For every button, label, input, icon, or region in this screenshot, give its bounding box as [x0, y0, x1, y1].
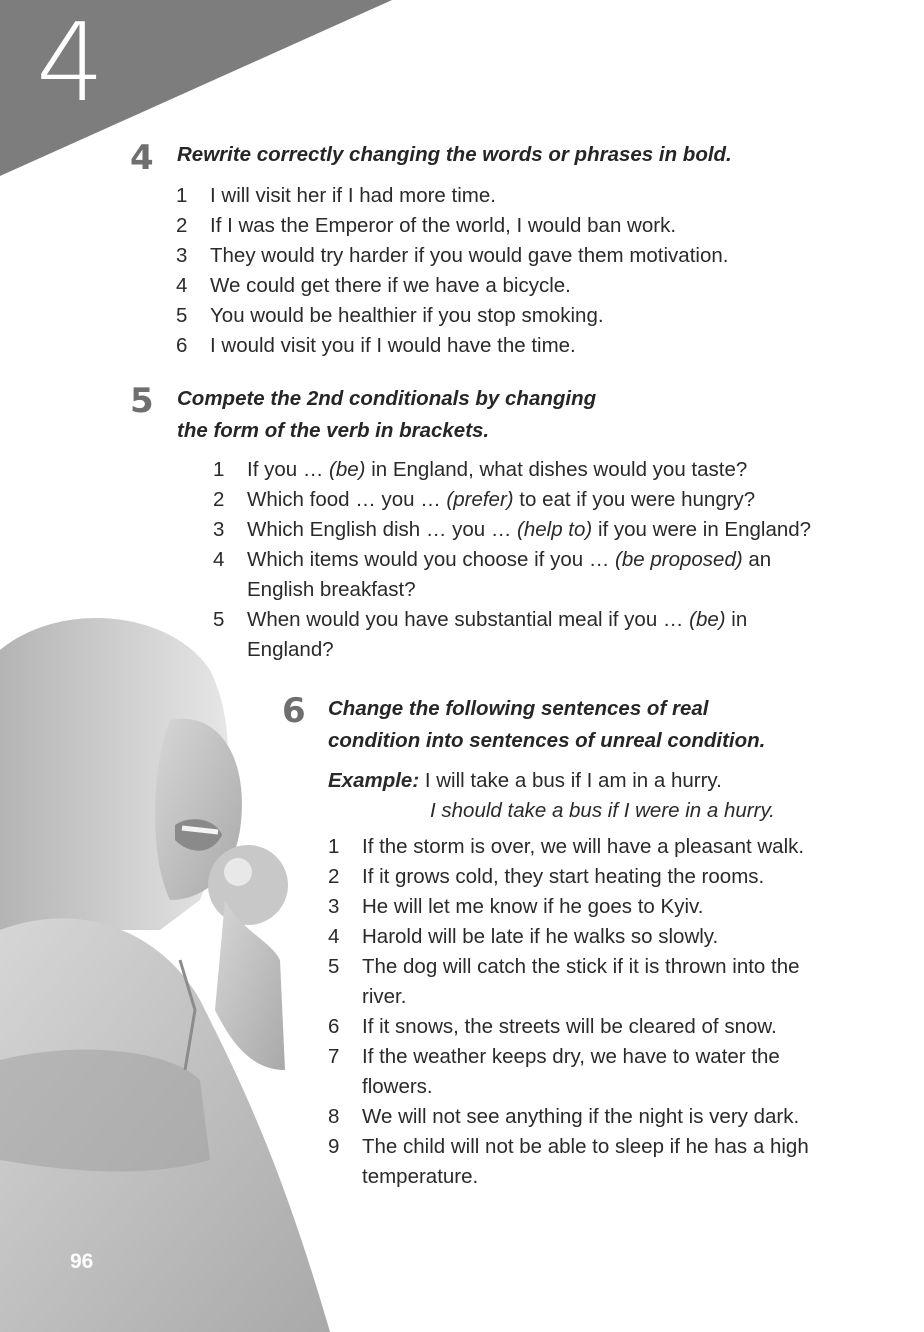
example-sentence: I will take a bus if I am in a hurry. [424, 769, 722, 792]
list-item: 4 We could get there if we have a bicycle. [176, 274, 571, 297]
exercise-5-number: 5 [130, 381, 154, 421]
exercise-6-number: 6 [282, 691, 306, 731]
exercise-4-title: Rewrite correctly changing the words or phrases in bold. [177, 143, 732, 166]
list-item: 6 If it snows, the streets will be cleared of snow. [328, 1015, 777, 1038]
exercise-6-example [328, 766, 775, 826]
list-item: 2 Which food … you … (prefer) to eat if you were hungry? [213, 488, 756, 511]
list-item: 5 When would you have substantial meal if you … (be) in England? [213, 608, 748, 661]
list-item: 4 Harold will be late if he walks so slowly. [328, 925, 719, 948]
list-item: 5 You would be healthier if you stop smoking. [176, 304, 604, 327]
list-item: 3 Which English dish … you … (help to) if you were in England? [213, 518, 812, 541]
example-label: Example: [328, 769, 420, 792]
woman-eating-apple-photo [0, 600, 330, 1332]
list-item: 9 The child will not be able to sleep if he has a high temperature. [328, 1135, 809, 1188]
list-item: 1 I will visit her if I had more time. [176, 184, 496, 207]
list-item: 3 They would try harder if you would gave them motivation. [176, 244, 729, 267]
list-item: 3 He will let me know if he goes to Kyiv. [328, 895, 704, 918]
list-item: 2 If I was the Emperor of the world, I would ban work. [176, 214, 677, 237]
list-item: 4 Which items would you choose if you … (be proposed) an English breakfast? [213, 548, 772, 601]
exercise-4-list [176, 181, 876, 361]
exercise-6-title: Change the following sentences of real condition into sentences of unreal condition. [328, 697, 766, 752]
list-item: 6 I would visit you if I would have the time. [176, 334, 576, 357]
exercise-6-list [328, 832, 848, 1192]
list-item: 8 We will not see anything if the night is very dark. [328, 1105, 800, 1128]
page-number: 96 [70, 1250, 94, 1273]
list-item: 7 If the weather keeps dry, we have to water the flowers. [328, 1045, 780, 1098]
exercise-4-number: 4 [130, 138, 154, 178]
list-item: 1 If you … (be) in England, what dishes would you taste? [213, 458, 748, 481]
list-item: 2 If it grows cold, they start heating the rooms. [328, 865, 765, 888]
list-item: 1 If the storm is over, we will have a pleasant walk. [328, 835, 805, 858]
exercise-5-list [213, 455, 853, 665]
list-item: 5 The dog will catch the stick if it is thrown into the river. [328, 955, 800, 1008]
example-answer: I should take a bus if I were in a hurry. [430, 799, 775, 822]
unit-number: 4 [36, 1, 105, 126]
exercise-5-title: Compete the 2nd conditionals by changing the form of the verb in brackets. [177, 387, 597, 442]
